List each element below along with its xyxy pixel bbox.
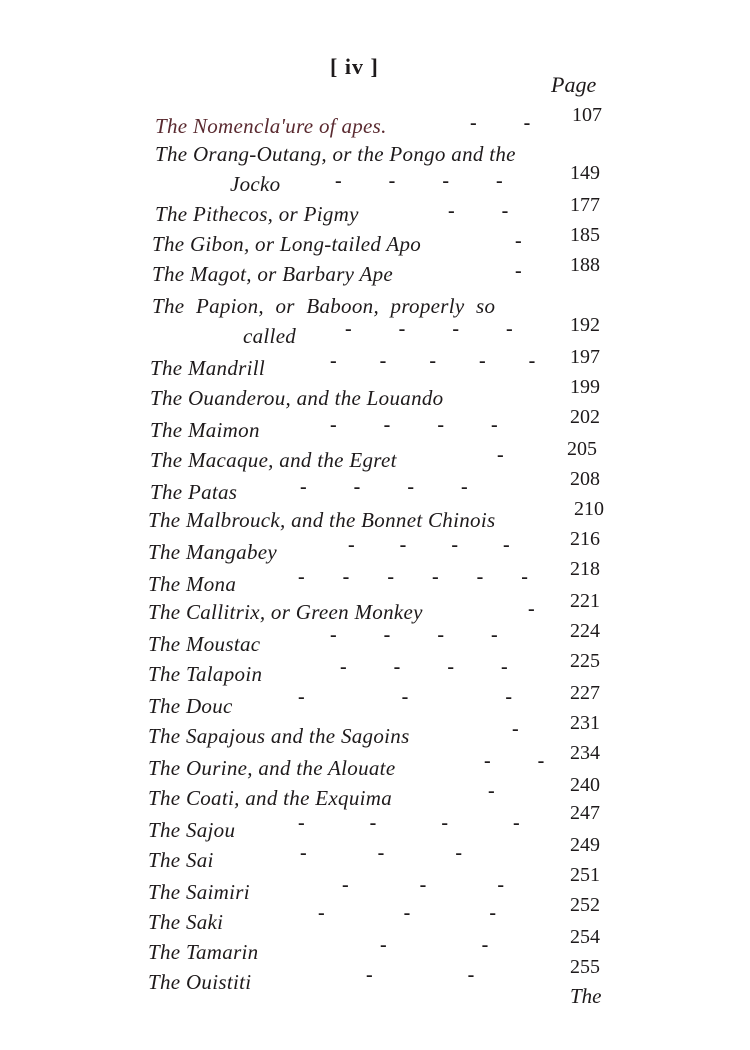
entry-title: The Orang-Outang, or the Pongo and the: [155, 142, 516, 166]
toc-entry: [0, 438, 750, 476]
entry-leader: - - - - -: [330, 350, 536, 372]
entry-leader: - - - - - -: [298, 566, 528, 588]
catchword: The: [570, 984, 602, 1008]
entry-page: 224: [570, 620, 600, 642]
entry-leader: - - - -: [300, 476, 468, 498]
entry-title: The Callitrix, or Green Monkey: [148, 600, 423, 624]
entry-leader: -: [497, 444, 504, 466]
entry-leader: - - - -: [298, 812, 520, 834]
toc-entry: [0, 254, 750, 290]
entry-title: The Mangabey: [148, 540, 277, 564]
entry-page: 185: [570, 224, 600, 246]
entry-title: The Patas: [150, 480, 238, 504]
entry-page: 208: [570, 468, 600, 490]
entry-leader: -: [512, 718, 519, 740]
entry-title: The Mandrill: [150, 356, 266, 380]
entry-page: 177: [570, 194, 600, 216]
toc-entry: [0, 194, 750, 230]
page-header: [ iv ]: [330, 54, 379, 79]
entry-page: 202: [570, 406, 600, 428]
toc-entry-continuation: [0, 162, 750, 200]
toc-entry: [0, 834, 750, 876]
entry-page: 249: [570, 834, 600, 856]
toc-entry: [0, 774, 750, 814]
entry-leader: -: [488, 780, 495, 802]
toc-entry: [0, 346, 750, 384]
entry-title: The Gibon, or Long-tailed Apo: [152, 232, 422, 256]
toc-entry: [0, 376, 750, 414]
entry-page: 210: [574, 498, 604, 520]
entry-page: 218: [570, 558, 600, 580]
entry-title: The Moustac: [148, 632, 261, 656]
entry-title: The Papion, or Baboon, properly so: [152, 294, 496, 318]
entry-page: 247: [570, 802, 600, 824]
toc-entry: [0, 956, 750, 998]
entry-title-continuation: called: [243, 324, 297, 348]
toc-entry: [0, 558, 750, 598]
entry-page: 205: [567, 438, 597, 460]
entry-page: 216: [570, 528, 600, 550]
entry-title: The Talapoin: [148, 662, 263, 686]
entry-title: The Macaque, and the Egret: [150, 448, 397, 472]
entry-title: The Mona: [148, 572, 237, 596]
toc-entry: [0, 104, 750, 140]
toc-entry: [0, 468, 750, 506]
entry-page: 254: [570, 926, 600, 948]
entry-page: 107: [572, 104, 602, 126]
toc-entry: [0, 620, 750, 658]
entry-title: The Ouistiti: [148, 970, 252, 994]
entry-leader: - - -: [298, 686, 512, 708]
entry-leader: - -: [366, 964, 475, 986]
toc-entry: [0, 224, 750, 260]
entry-title: The Sapajous and the Sagoins: [148, 724, 410, 748]
toc-entry: [0, 498, 750, 536]
entry-title: The Saki: [148, 910, 224, 934]
entry-page: 197: [570, 346, 600, 368]
entry-title: The Tamarin: [148, 940, 259, 964]
entry-leader: - - - -: [335, 170, 503, 192]
entry-page: 199: [570, 376, 600, 398]
toc-entry: [0, 894, 750, 936]
entry-leader: - - -: [300, 842, 462, 864]
entry-leader: - -: [470, 112, 531, 134]
entry-leader: - -: [484, 750, 545, 772]
entry-leader: -: [515, 230, 522, 252]
entry-title: The Sajou: [148, 818, 236, 842]
entry-page: 240: [570, 774, 600, 796]
entry-title: The Malbrouck, and the Bonnet Chinois: [148, 508, 496, 532]
toc-entry-continuation: [0, 314, 750, 352]
entry-page: 149: [570, 162, 600, 184]
entry-page: 234: [570, 742, 600, 764]
entry-leader: - - - -: [345, 318, 513, 340]
entry-page: 252: [570, 894, 600, 916]
entry-leader: - -: [448, 200, 509, 222]
entry-page: 251: [570, 864, 600, 886]
entry-title: The Douc: [148, 694, 233, 718]
entry-title: The Coati, and the Exquima: [148, 786, 393, 810]
page-column-label: Page: [551, 72, 597, 97]
entry-page: 231: [570, 712, 600, 734]
entry-page: 255: [570, 956, 600, 978]
entry-page: 227: [570, 682, 600, 704]
entry-title: The Nomencla'ure of apes.: [155, 114, 387, 138]
entry-page: 225: [570, 650, 600, 672]
toc-entry: [0, 742, 750, 782]
toc-entry: [0, 802, 750, 844]
entry-page: 221: [570, 590, 600, 612]
toc-entry: [0, 712, 750, 752]
entry-leader: - - -: [342, 874, 504, 896]
entry-page: 192: [570, 314, 600, 336]
entry-title: The Ourine, and the Alouate: [148, 756, 396, 780]
entry-title: The Magot, or Barbary Ape: [152, 262, 394, 286]
entry-title-continuation: Jocko: [230, 172, 281, 196]
entry-leader: - - - -: [330, 624, 498, 646]
entry-leader: - - - -: [348, 534, 510, 556]
toc-entry: [0, 682, 750, 722]
entry-page: 188: [570, 254, 600, 276]
entry-leader: - - - -: [330, 414, 498, 436]
entry-leader: - -: [380, 934, 489, 956]
entry-title: The Sai: [148, 848, 214, 872]
entry-leader: -: [515, 260, 522, 282]
toc-entry: [0, 406, 750, 444]
toc-entry: [0, 140, 750, 170]
entry-title: The Ouanderou, and the Louando: [150, 386, 444, 410]
toc-entry: [0, 528, 750, 568]
entry-title: The Saimiri: [148, 880, 250, 904]
entry-leader: -: [528, 598, 535, 620]
entry-leader: - - -: [318, 902, 496, 924]
entry-title: The Pithecos, or Pigmy: [155, 202, 359, 226]
entry-title: The Maimon: [150, 418, 260, 442]
entry-leader: - - - -: [340, 656, 508, 678]
